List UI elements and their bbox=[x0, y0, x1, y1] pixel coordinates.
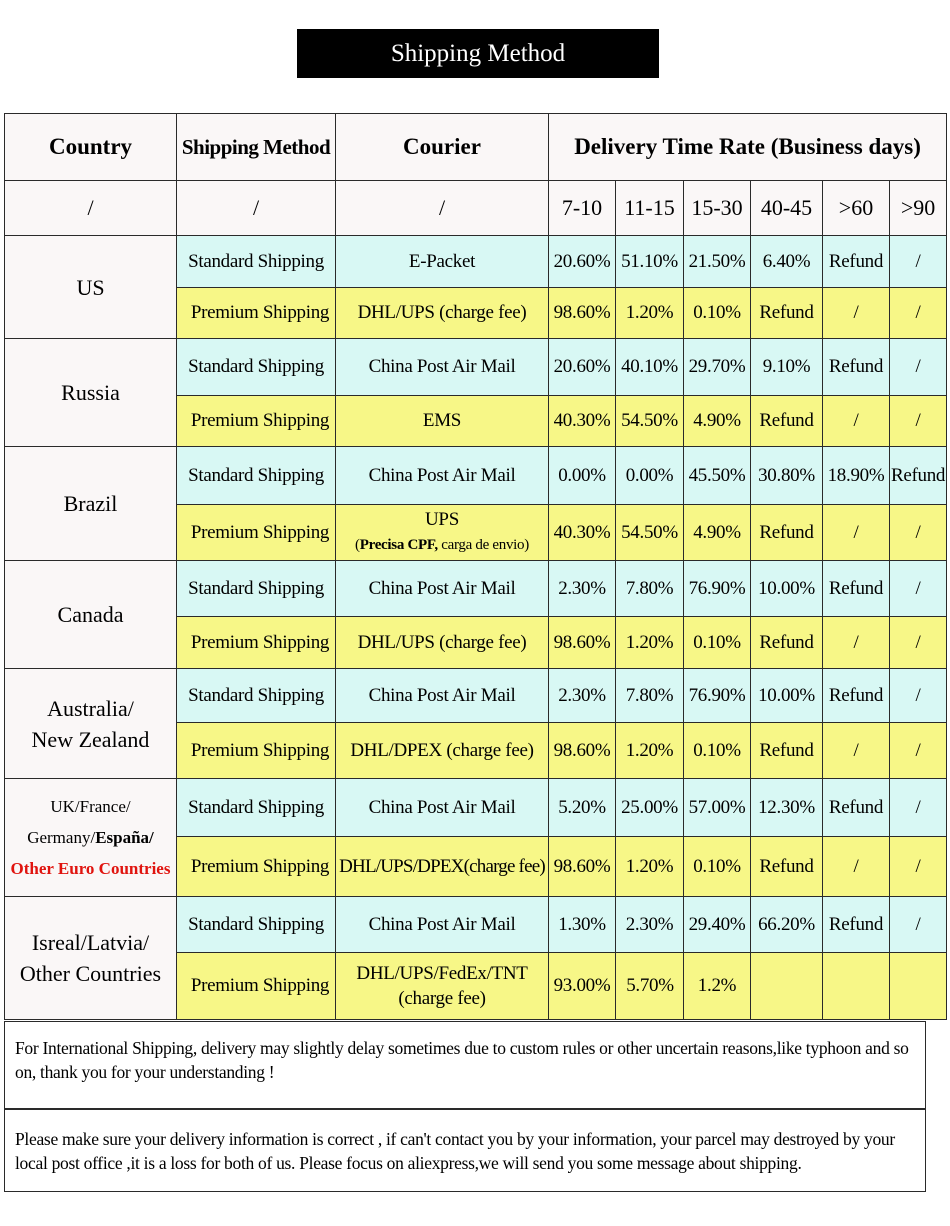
rate-cell: / bbox=[823, 288, 890, 339]
range-7-10: 7-10 bbox=[549, 181, 616, 236]
method-cell: Premium Shipping bbox=[177, 837, 336, 897]
courier-cell: E-Packet bbox=[336, 236, 549, 288]
method-cell: Standard Shipping bbox=[177, 561, 336, 617]
rate-cell: 12.30% bbox=[751, 779, 823, 837]
rate-cell: Refund bbox=[751, 837, 823, 897]
method-slash: / bbox=[177, 181, 336, 236]
table-row bbox=[5, 561, 947, 617]
delivery-header: Delivery Time Rate (Business days) bbox=[549, 114, 947, 181]
country-header: Country bbox=[5, 114, 177, 181]
method-cell: Premium Shipping bbox=[177, 396, 336, 447]
page-title: Shipping Method bbox=[297, 29, 659, 78]
method-cell: Premium Shipping bbox=[177, 288, 336, 339]
range-over-60: >60 bbox=[823, 181, 890, 236]
address-notice: Please make sure your delivery information is correct , if can't contact you by your information, your parcel may destroyed by your local post office ,it is a loss for both of us. Please focus on aliexpress,we will send you some message about shipping. bbox=[4, 1109, 926, 1192]
courier-cell: China Post Air Mail bbox=[336, 669, 549, 723]
rate-cell: / bbox=[890, 561, 947, 617]
rate-cell: 45.50% bbox=[684, 447, 751, 505]
rate-cell: 10.00% bbox=[751, 669, 823, 723]
rate-cell: 40.30% bbox=[549, 396, 616, 447]
rate-cell: Refund bbox=[751, 617, 823, 669]
method-cell: Premium Shipping bbox=[177, 505, 336, 561]
method-cell: Standard Shipping bbox=[177, 339, 336, 396]
method-cell: Premium Shipping bbox=[177, 723, 336, 779]
subheader-row bbox=[5, 181, 947, 236]
rate-cell: 29.70% bbox=[684, 339, 751, 396]
method-cell: Premium Shipping bbox=[177, 953, 336, 1020]
table-row bbox=[5, 236, 947, 288]
courier-cell: DHL/UPS/DPEX(charge fee) bbox=[336, 837, 549, 897]
rate-cell: 4.90% bbox=[684, 505, 751, 561]
rate-cell: 98.60% bbox=[549, 723, 616, 779]
rate-cell: / bbox=[823, 723, 890, 779]
rate-cell: / bbox=[823, 396, 890, 447]
method-cell: Standard Shipping bbox=[177, 236, 336, 288]
rate-cell: / bbox=[890, 669, 947, 723]
table-row bbox=[5, 447, 947, 505]
courier-cell: China Post Air Mail bbox=[336, 561, 549, 617]
country-us: US bbox=[5, 236, 177, 339]
rate-cell: 18.90% bbox=[823, 447, 890, 505]
rate-cell: 4.90% bbox=[684, 396, 751, 447]
rate-cell: 51.10% bbox=[616, 236, 684, 288]
rate-cell: 0.10% bbox=[684, 288, 751, 339]
rate-cell: 7.80% bbox=[616, 669, 684, 723]
rate-cell: 5.20% bbox=[549, 779, 616, 837]
rate-cell: / bbox=[890, 897, 947, 953]
courier-note-text: carga de envio bbox=[437, 537, 525, 553]
courier-slash: / bbox=[336, 181, 549, 236]
rate-cell: 0.10% bbox=[684, 617, 751, 669]
range-15-30: 15-30 bbox=[684, 181, 751, 236]
rate-cell: 0.00% bbox=[616, 447, 684, 505]
country-australia-nz bbox=[5, 669, 177, 779]
rate-cell: 66.20% bbox=[751, 897, 823, 953]
rate-cell: 6.40% bbox=[751, 236, 823, 288]
rate-cell: 0.00% bbox=[549, 447, 616, 505]
country-line: Isreal/Latvia/ bbox=[31, 930, 150, 955]
courier-cell: China Post Air Mail bbox=[336, 447, 549, 505]
country-other bbox=[5, 897, 177, 1020]
country-russia: Russia bbox=[5, 339, 177, 447]
rate-cell: / bbox=[890, 723, 947, 779]
rate-cell: 0.10% bbox=[684, 837, 751, 897]
method-cell: Standard Shipping bbox=[177, 447, 336, 505]
range-40-45: 40-45 bbox=[751, 181, 823, 236]
rate-cell: 1.20% bbox=[616, 837, 684, 897]
rate-cell bbox=[751, 953, 823, 1020]
rate-cell: / bbox=[890, 396, 947, 447]
rate-cell: 1.30% bbox=[549, 897, 616, 953]
table-row bbox=[5, 779, 947, 837]
courier-note: (charge fee) bbox=[398, 988, 486, 1009]
rate-cell: / bbox=[823, 837, 890, 897]
country-canada: Canada bbox=[5, 561, 177, 669]
rate-cell: 0.10% bbox=[684, 723, 751, 779]
country-line: New Zealand bbox=[31, 726, 150, 752]
method-header: Shipping Method bbox=[177, 114, 336, 181]
rate-cell: 2.30% bbox=[549, 669, 616, 723]
table-row bbox=[5, 897, 947, 953]
rate-cell: / bbox=[890, 505, 947, 561]
rate-cell: Refund bbox=[751, 288, 823, 339]
courier-cell: China Post Air Mail bbox=[336, 339, 549, 396]
courier-cell: China Post Air Mail bbox=[336, 779, 549, 837]
courier-header: Courier bbox=[336, 114, 549, 181]
rate-cell: 7.80% bbox=[616, 561, 684, 617]
rate-cell: 1.20% bbox=[616, 288, 684, 339]
country-line-bold: España/ bbox=[95, 828, 154, 847]
rate-cell: 76.90% bbox=[684, 561, 751, 617]
table-row bbox=[5, 669, 947, 723]
rate-cell: / bbox=[823, 505, 890, 561]
method-cell: Standard Shipping bbox=[177, 669, 336, 723]
rate-cell: / bbox=[890, 339, 947, 396]
rate-cell: 20.60% bbox=[549, 339, 616, 396]
country-slash: / bbox=[5, 181, 177, 236]
rate-cell: Refund bbox=[823, 779, 890, 837]
range-over-90: >90 bbox=[890, 181, 947, 236]
rate-cell: Refund bbox=[823, 561, 890, 617]
rate-cell: 54.50% bbox=[616, 505, 684, 561]
header-row bbox=[5, 114, 947, 181]
rate-cell: Refund bbox=[823, 236, 890, 288]
courier-name: DHL/UPS/FedEx/TNT bbox=[356, 963, 528, 984]
rate-cell: 98.60% bbox=[549, 288, 616, 339]
rate-cell: 20.60% bbox=[549, 236, 616, 288]
shipping-notice: For International Shipping, delivery may slightly delay sometimes due to custom rules or other uncertain reasons,like typhoon and so on, thank you for your understanding ! bbox=[4, 1021, 926, 1109]
rate-cell: Refund bbox=[751, 396, 823, 447]
rate-cell: / bbox=[823, 617, 890, 669]
rate-cell: / bbox=[890, 779, 947, 837]
method-cell: Standard Shipping bbox=[177, 897, 336, 953]
rate-cell bbox=[890, 953, 947, 1020]
country-line: Other Countries bbox=[19, 961, 162, 986]
shipping-table bbox=[4, 113, 947, 1020]
country-europe bbox=[5, 779, 177, 897]
rate-cell: 30.80% bbox=[751, 447, 823, 505]
rate-cell: / bbox=[890, 236, 947, 288]
range-11-15: 11-15 bbox=[616, 181, 684, 236]
rate-cell: 25.00% bbox=[616, 779, 684, 837]
rate-cell: 54.50% bbox=[616, 396, 684, 447]
courier-cell: China Post Air Mail bbox=[336, 897, 549, 953]
rate-cell: 5.70% bbox=[616, 953, 684, 1020]
rate-cell: 10.00% bbox=[751, 561, 823, 617]
rate-cell: / bbox=[890, 288, 947, 339]
rate-cell: 9.10% bbox=[751, 339, 823, 396]
courier-cell bbox=[336, 953, 549, 1020]
courier-cell: EMS bbox=[336, 396, 549, 447]
method-cell: Standard Shipping bbox=[177, 779, 336, 837]
courier-cell: DHL/UPS (charge fee) bbox=[336, 617, 549, 669]
rate-cell: 1.20% bbox=[616, 617, 684, 669]
rate-cell: Refund bbox=[823, 339, 890, 396]
country-brazil: Brazil bbox=[5, 447, 177, 561]
courier-name: UPS bbox=[425, 509, 459, 530]
rate-cell: 98.60% bbox=[549, 617, 616, 669]
rate-cell bbox=[823, 953, 890, 1020]
country-line: Australia/ bbox=[47, 695, 134, 721]
rate-cell: Refund bbox=[751, 505, 823, 561]
rate-cell: Refund bbox=[823, 897, 890, 953]
rate-cell: Refund bbox=[823, 669, 890, 723]
rate-cell: 29.40% bbox=[684, 897, 751, 953]
table-row bbox=[5, 339, 947, 396]
rate-cell: 76.90% bbox=[684, 669, 751, 723]
courier-cell: DHL/DPEX (charge fee) bbox=[336, 723, 549, 779]
rate-cell: 2.30% bbox=[549, 561, 616, 617]
rate-cell: 1.2% bbox=[684, 953, 751, 1020]
rate-cell: Refund bbox=[890, 447, 947, 505]
rate-cell: Refund bbox=[751, 723, 823, 779]
method-cell: Premium Shipping bbox=[177, 617, 336, 669]
rate-cell: 57.00% bbox=[684, 779, 751, 837]
rate-cell: 2.30% bbox=[616, 897, 684, 953]
rate-cell: 40.10% bbox=[616, 339, 684, 396]
courier-cell: DHL/UPS (charge fee) bbox=[336, 288, 549, 339]
country-line: Germany/ bbox=[27, 828, 96, 847]
rate-cell: 93.00% bbox=[549, 953, 616, 1020]
rate-cell: 98.60% bbox=[549, 837, 616, 897]
courier-note: (Precisa CPF, carga de envio) bbox=[355, 537, 529, 553]
rate-cell: / bbox=[890, 617, 947, 669]
rate-cell: 40.30% bbox=[549, 505, 616, 561]
country-line-highlight: Other Euro Countries bbox=[10, 859, 171, 878]
courier-note-bold: Precisa CPF, bbox=[359, 537, 438, 553]
courier-cell bbox=[336, 505, 549, 561]
rate-cell: 1.20% bbox=[616, 723, 684, 779]
rate-cell: / bbox=[890, 837, 947, 897]
country-line: UK/France/ bbox=[50, 797, 131, 816]
rate-cell: 21.50% bbox=[684, 236, 751, 288]
